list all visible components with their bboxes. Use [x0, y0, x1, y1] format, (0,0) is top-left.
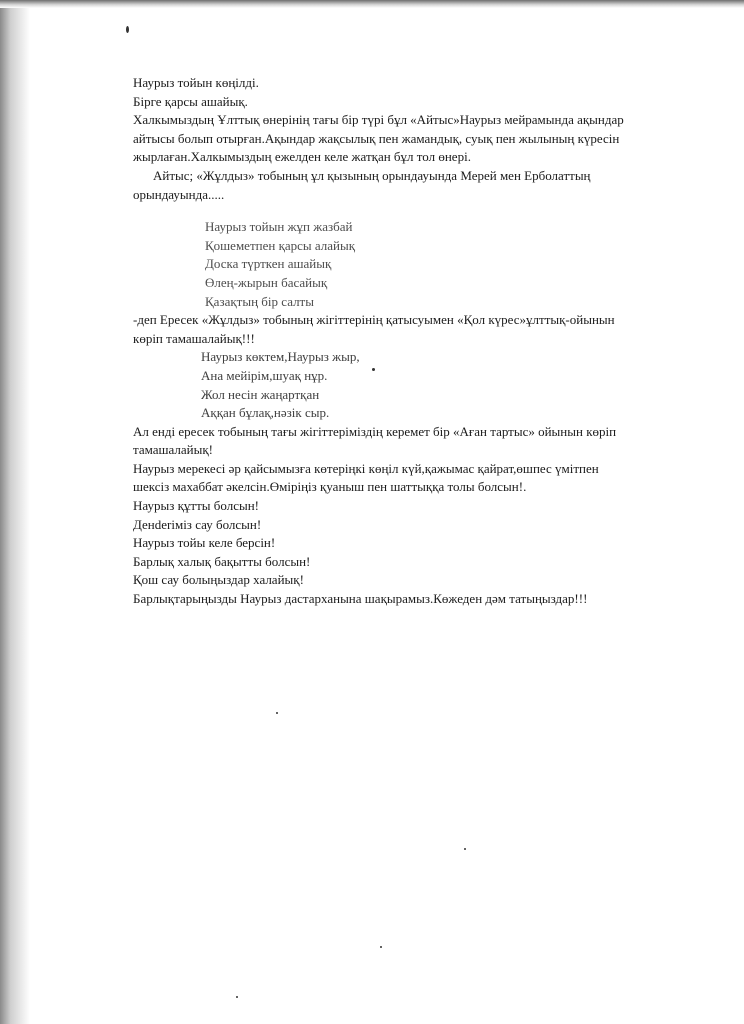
paragraph-line: айтысы болып отырған.Ақындар жақсылық пен жамандық, суық пен жылының күресін [133, 130, 620, 146]
paragraph-line: Айтыс; «Жұлдыз» тобының ұл қызының орындауында Мерей мен Ерболаттың [153, 167, 591, 183]
poem-line: Аққан бұлақ,нәзік сыр. [201, 405, 330, 421]
poem-line: Доска түрткен ашайық [205, 256, 332, 272]
poem-line: Наурыз көктем,Наурыз жыр, [201, 349, 360, 365]
scan-shadow-top [0, 0, 744, 8]
poem-line: Өлең-жырын басайық [205, 274, 328, 290]
scan-speck [380, 946, 382, 948]
wish-line: Барлық халық бақытты болсын! [133, 553, 311, 569]
scan-speck [464, 848, 466, 850]
poem-line: Жол несін жаңартқан [201, 386, 320, 402]
scan-speck [276, 712, 278, 714]
wish-line: Наурыз тойы келе берсін! [133, 535, 276, 551]
scan-shadow-left [0, 0, 30, 1024]
intro-line: Наурыз тойын көңілді. [133, 75, 259, 90]
paragraph-line: -деп Ересек «Жұлдыз» тобының жігіттерінің қатысуымен «Қол күрес»ұлттық-ойынын [133, 312, 615, 328]
paragraph-line: жырлаған.Халкымыздың ежелден келе жатқан бұл тол өнері. [133, 149, 471, 165]
wish-line: Денderіміз сау болсын! [133, 516, 262, 532]
intro-line: Бірге қарсы ашайық. [133, 93, 248, 109]
scan-speck [126, 26, 129, 33]
paragraph-line: Халкымыздың Ұлттық өнерінің тағы бір түрі бұл «Айтыс»Наурыз мейрамында ақындар [133, 112, 624, 128]
paragraph-line: шексіз махаббат әкелсін.Өміріңіз қуаныш пен шаттыққа толы болсын!. [133, 479, 527, 495]
paragraph-line: Ал енді ересек тобының тағы жігіттеріміздің керемет бір «Аған тартыс» ойынын көріп [133, 423, 617, 439]
wish-line: Барлықтарыңызды Наурыз дастарханына шақырамыз.Көжеден дәм татыңыздар!!! [133, 591, 588, 607]
wish-line: Наурыз құтты болсын! [133, 498, 260, 514]
poem-line: Наурыз тойын жұп жазбай [205, 219, 353, 235]
paragraph-line: орындауында..... [133, 186, 225, 202]
scan-speck [236, 996, 238, 998]
document-body [133, 74, 733, 609]
paragraph-line: тамашалайық! [133, 442, 214, 458]
paragraph-line: Наурыз мерекесі әр қайсымызға көтеріңкі көңіл күй,қажымас қайрат,өшпес үмітпен [133, 460, 599, 476]
poem-line: Ана мейірім,шуақ нұр. [201, 367, 328, 383]
paragraph-line: көріп тамашалайық!!! [133, 330, 255, 346]
wish-line: Қош сау болыңыздар халайық! [133, 572, 304, 588]
poem-line: Қошеметпен қарсы алайық [205, 237, 356, 253]
poem-line: Қазақтың бір салты [205, 293, 314, 309]
